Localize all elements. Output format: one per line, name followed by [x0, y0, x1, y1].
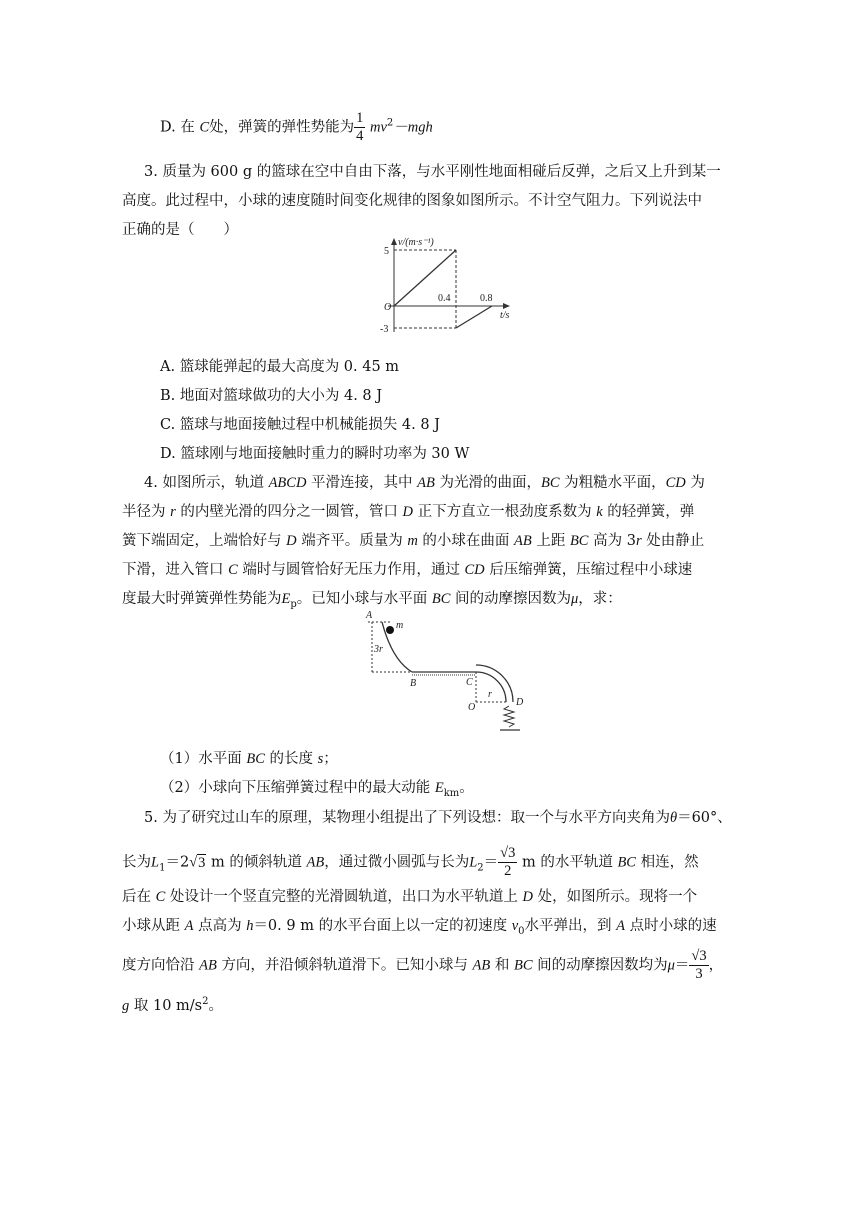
label-m: m — [396, 620, 404, 631]
fraction-sqrt3-over-2: $\frac{√3}{2}$ — [500, 845, 516, 879]
t-axis-label: t/s — [500, 310, 510, 321]
label-d: D — [516, 697, 524, 708]
q5-line-6: g 取 10 $m/s^2$。 — [122, 996, 223, 1014]
label-3r: 3r — [374, 644, 383, 655]
q4-subquestion-1: （1）水平面 BC 的长度 s； — [160, 751, 338, 767]
q5-line-3: 后在 C 处设计一个竖直完整的光滑圆轨道，出口为水平轨道上 D 处，如图所示。现将一个 — [122, 889, 698, 905]
q5-line-4: 小球从距 A 点高为 h＝0. 9 m 的水平台面上以一定的初速度 $v_0$水平弹出，到 A 点时小球的速 — [122, 918, 717, 937]
q3-option-a: A. 篮球能弹起的最大高度为 0. 45 m — [160, 359, 400, 375]
origin-label: O — [384, 302, 392, 313]
q5-line-5: 度方向恰沿 AB 方向，并沿倾斜轨道滑下。已知小球与 AB 和 BC 间的动摩擦因数均为μ＝ $\frac{√3}{3}$ ， — [122, 948, 724, 982]
ball — [386, 626, 394, 634]
q4-track-diagram — [360, 610, 540, 745]
q3-option-b: B. 地面对篮球做功的大小为 4. 8 J — [160, 388, 383, 404]
q3-line-2: 高度。此过程中，小球的速度随时间变化规律的图象如图所示。不计空气阻力。下列说法中 — [122, 193, 702, 209]
rise-segment — [456, 306, 492, 328]
q2-option-d: D. 在 C处，弹簧的弹性势能为 $\frac{1}{4}$ $mv^2-mgh$ — [160, 110, 433, 144]
label-r: r — [488, 689, 492, 700]
tick-0-8: 0.8 — [480, 293, 493, 304]
tick-0-4: 0.4 — [438, 293, 451, 304]
label-o: O — [468, 702, 476, 713]
q4-subquestion-2: （2）小球向下压缩弹簧过程中的最大动能 $E_{km}$。 — [160, 780, 474, 799]
q5-line-2: 长为$L_1=2√3$ m 的倾斜轨道 AB，通过微小圆弧与长为$L_2=$ $\frac{√3}{2}$ m 的水平轨道 BC 相连，然 — [122, 845, 699, 879]
v-axis-arrow — [391, 238, 397, 245]
spring — [504, 706, 514, 727]
q4-line-4: 下滑，进入管口 C 端时与圆管恰好无压力作用，通过 CD 后压缩弹簧，压缩过程中小球速 — [122, 562, 693, 578]
label-c: C — [466, 677, 473, 688]
sqrt-3: √3 — [189, 854, 206, 871]
label-b: B — [410, 678, 417, 689]
q4-line-1: 4. 如图所示，轨道 ABCD 平滑连接，其中 AB 为光滑的曲面，BC 为粗糙水平面，CD 为 — [144, 475, 705, 491]
q4-line-5: 度最大时弹簧弹性势能为$E_p$。已知小球与水平面 BC 间的动摩擦因数为μ，求： — [122, 591, 622, 610]
fraction-sqrt3-over-3: $\frac{√3}{3}$ — [691, 948, 707, 982]
q3-option-c: C. 篮球与地面接触过程中机械能损失 4. 8 J — [160, 417, 440, 433]
q3-line-3: 正确的是（ ） — [122, 222, 238, 238]
tube-outer — [476, 665, 513, 702]
q3-line-1: 3. 质量为 600 g 的篮球在空中自由下落，与水平刚性地面相碰后反弹，之后又上升到某一 — [144, 164, 721, 180]
q5-line-1: 5. 为了研究过山车的原理，某物理小组提出了下列设想：取一个与水平方向夹角为θ＝60°、 — [144, 810, 732, 826]
tick-5: 5 — [384, 246, 389, 257]
label-a: A — [366, 610, 373, 621]
t-axis-arrow — [503, 303, 510, 309]
q3-option-d: D. 篮球刚与地面接触时重力的瞬时功率为 30 W — [160, 446, 470, 462]
fraction-one-quarter: $\frac{1}{4}$ — [356, 110, 364, 144]
q4-line-3: 簧下端固定，上端恰好与 D 端齐平。质量为 m 的小球在曲面 AB 上距 BC 高为 3r 处由静止 — [122, 533, 705, 549]
v-axis-label: v/(m·s⁻¹) — [398, 237, 434, 248]
q3-velocity-time-graph — [358, 236, 518, 336]
q4-line-2: 半径为 r 的内壁光滑的四分之一圆管，管口 D 正下方直立一根劲度系数为 k 的轻弹簧，弹 — [122, 504, 695, 520]
tick-neg3: -3 — [380, 324, 389, 335]
